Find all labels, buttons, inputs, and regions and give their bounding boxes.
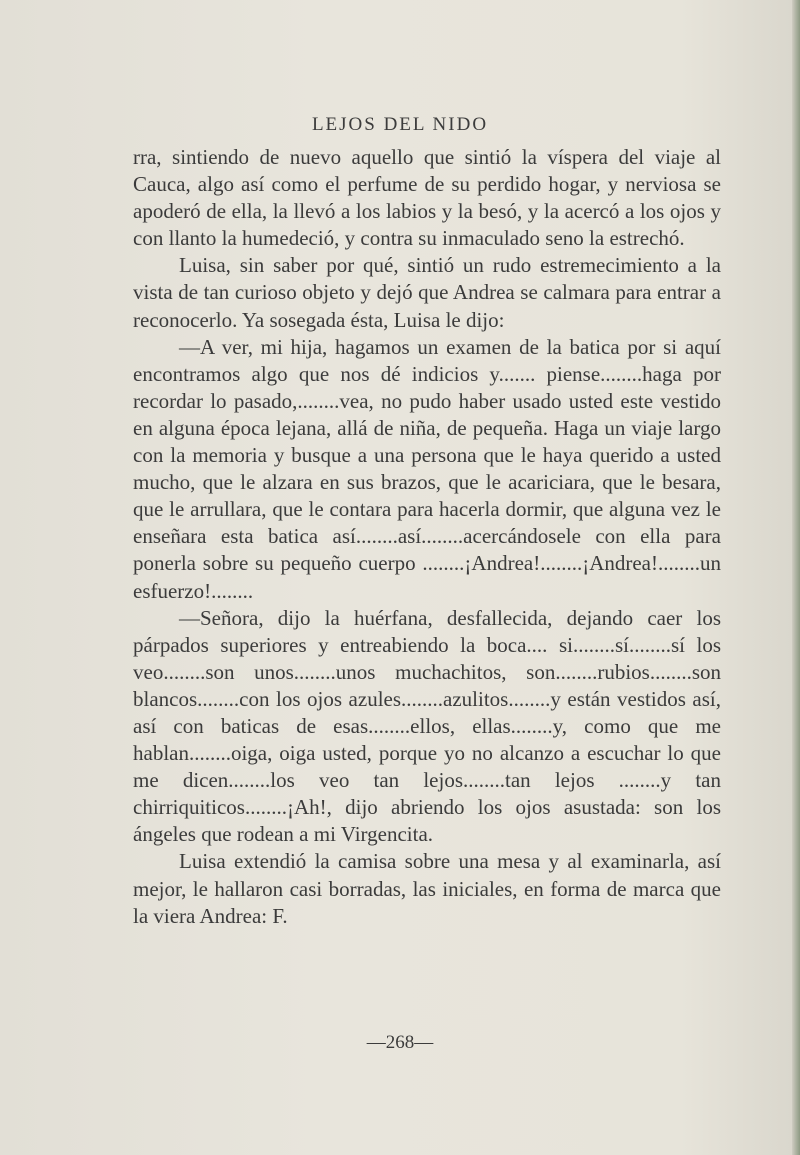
page-edge (792, 0, 800, 1155)
paragraph-2: Luisa, sin saber por qué, sintió un rudo estremecimiento a la vista de tan curioso objeto y dejó que Andrea se calmara para entrar a reconocerlo. Ya sosegada ésta, Luisa le dijo: (133, 253, 721, 332)
body-text (133, 144, 721, 930)
paragraph-1: rra, sintiendo de nuevo aquello que sintió la víspera del viaje al Cauca, algo así como el perfume de su perdido hogar, y nerviosa se apoderó de ella, la llevó a los labios y la besó, y la acercó a los ojos y con llanto la humedeció, y contra su inmaculado seno la estrechó. (133, 145, 721, 251)
running-head: LEJOS DEL NIDO (311, 114, 489, 135)
paragraph-3: —A ver, mi hija, hagamos un examen de la batica por si aquí encontramos algo que nos dé indicios y....... piense........haga por recordar lo pasado,........vea, no pudo haber usado usted este vestido en alguna época lejana, allá de niña, de pequeña. Haga un viaje largo con la memoria y busque a una persona que le haya querido a usted mucho, que le alzara en sus brazos, que le acariciara, que le besara, que le arrullara, que le contara para hacerla dormir, que alguna vez le enseñara esta batica así........así........acercándosele con ella para ponerla sobre su pequeño cuerpo ........¡Andrea!........¡Andrea!........un esfuerzo!........ (133, 334, 721, 603)
page-number: —268— (366, 1032, 434, 1053)
paragraph-5: Luisa extendió la camisa sobre una mesa y al examinarla, así mejor, le hallaron casi borradas, las iniciales, en forma de marca que la viera Andrea: F. (133, 849, 721, 928)
paragraph-4: —Señora, dijo la huérfana, desfallecida, dejando caer los párpados superiores y entreabiendo la boca.... si........sí........sí los veo........son unos........unos muchachitos, son........rubios........son blancos........con los ojos azules........azulitos........y están vestidos así, así con baticas de esas........ellos, ellas........y, como que me hablan........oiga, oiga usted, porque yo no alcanzo a escuchar lo que me dicen........los veo tan lejos........tan lejos ........y tan chirriquiticos........¡Ah!, dijo abriendo los ojos asustada: son los ángeles que rodean a mi Virgencita. (133, 605, 721, 847)
